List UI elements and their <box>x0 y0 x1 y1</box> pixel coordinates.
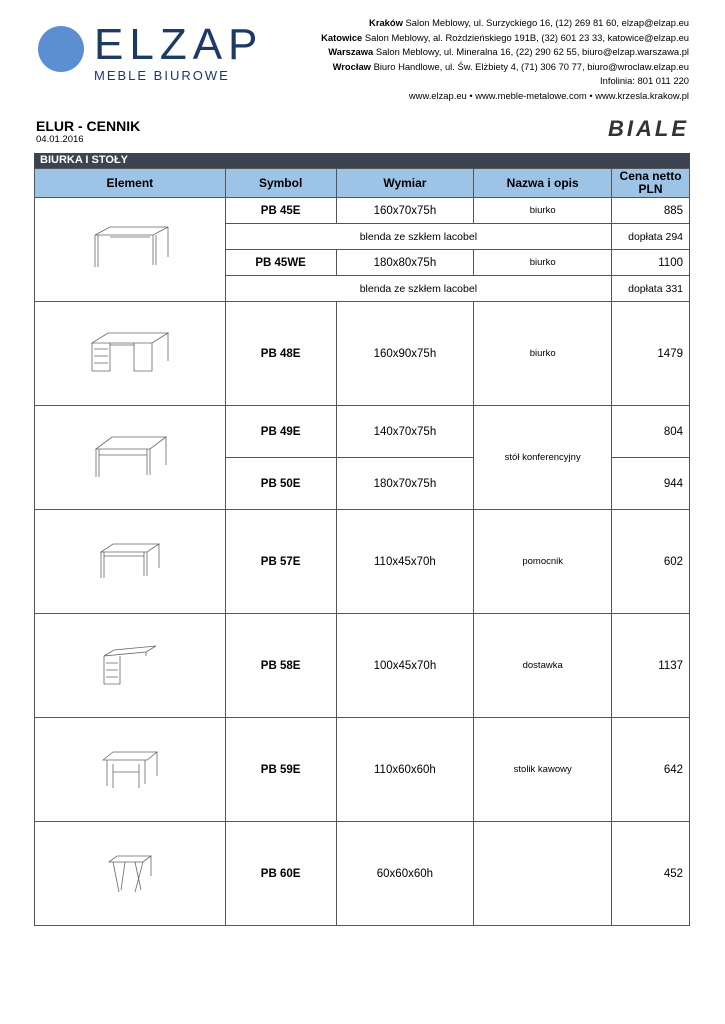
col-symbol: Symbol <box>225 169 336 198</box>
contact-wroclaw: Wrocław Biuro Handlowe, ul. Św. Elżbiety 4, (71) 306 70 77, biuro@wroclaw.elzap.eu <box>332 60 689 72</box>
desc-cell: biurko <box>474 302 612 406</box>
coffee-table-icon <box>99 748 161 792</box>
contact-krakow: Kraków Salon Meblowy, ul. Surzyckiego 16, (12) 269 81 60, elzap@elzap.eu <box>369 17 689 28</box>
table-row <box>35 198 690 224</box>
dim-cell: 60x60x60h <box>336 822 474 926</box>
table-row <box>35 302 690 406</box>
dim-cell: 180x80x75h <box>336 250 474 276</box>
doc-date: 04.01.2016 <box>36 134 84 145</box>
symbol-cell: PB 50E <box>225 458 336 510</box>
symbol-cell: PB 58E <box>225 614 336 718</box>
symbol-cell: PB 45WE <box>225 250 336 276</box>
table-drawing-cell <box>35 406 226 510</box>
table-row <box>35 822 690 926</box>
price-cell: 642 <box>612 718 690 822</box>
col-element: Element <box>35 169 226 198</box>
doc-title: ELUR - CENNIK <box>36 118 141 134</box>
desc-cell: blenda ze szkłem lacobel <box>225 224 611 250</box>
symbol-cell: PB 57E <box>225 510 336 614</box>
dim-cell: 180x70x75h <box>336 458 474 510</box>
table-row <box>35 406 690 458</box>
price-cell: dopłata 294 <box>612 224 690 250</box>
symbol-cell: PB 45E <box>225 198 336 224</box>
table-row <box>35 718 690 822</box>
extension-drawing-cell <box>35 614 226 718</box>
symbol-cell: PB 59E <box>225 718 336 822</box>
symbol-cell: PB 60E <box>225 822 336 926</box>
dim-cell: 100x45x70h <box>336 614 474 718</box>
desc-cell: stół konferencyjny <box>474 406 612 510</box>
price-cell: 602 <box>612 510 690 614</box>
price-cell: 885 <box>612 198 690 224</box>
col-wymiar: Wymiar <box>336 169 474 198</box>
biale-logo: BIALE <box>608 116 689 141</box>
table-row <box>35 510 690 614</box>
price-cell: dopłata 331 <box>612 276 690 302</box>
dim-cell: 140x70x75h <box>336 406 474 458</box>
contact-warszawa: Warszawa Salon Meblowy, ul. Mineralna 16, (22) 290 62 55, biuro@elzap.warszawa.pl <box>328 46 689 57</box>
dim-cell: 160x70x75h <box>336 198 474 224</box>
desc-cell <box>474 822 612 926</box>
coffee-table-drawing-cell <box>35 718 226 822</box>
desc-cell: stolik kawowy <box>474 718 612 822</box>
logo-sub: MEBLE BIUROWE <box>94 68 230 83</box>
small-table-drawing-cell <box>35 822 226 926</box>
desk-with-drawers-icon <box>88 331 172 377</box>
logo-brand: ELZAP <box>94 20 264 69</box>
col-cena: Cena netto PLN <box>612 169 690 198</box>
desk-drawing-cell <box>35 510 226 614</box>
price-cell: 804 <box>612 406 690 458</box>
infolinia: Infolinia: 801 011 220 <box>600 75 689 86</box>
small-desk-icon <box>97 542 163 582</box>
desc-cell: blenda ze szkłem lacobel <box>225 276 611 302</box>
desc-cell: dostawka <box>474 614 612 718</box>
price-cell: 1137 <box>612 614 690 718</box>
dim-cell: 110x60x60h <box>336 718 474 822</box>
desc-cell: pomocnik <box>474 510 612 614</box>
small-table-icon <box>105 852 155 896</box>
desk-icon <box>90 225 170 275</box>
col-nazwa: Nazwa i opis <box>474 169 612 198</box>
extension-icon <box>100 644 160 688</box>
symbol-cell: PB 48E <box>225 302 336 406</box>
desc-cell: biurko <box>474 198 612 224</box>
contact-katowice: Katowice Salon Meblowy, al. Rożdzieńskiego 191B, (32) 601 23 33, katowice@elzap.eu <box>321 31 689 43</box>
symbol-cell: PB 49E <box>225 406 336 458</box>
logo-circle-icon <box>38 26 84 72</box>
price-cell: 1479 <box>612 302 690 406</box>
desk-drawing-cell <box>35 198 226 302</box>
table-row <box>35 614 690 718</box>
desk-drawing-cell <box>35 302 226 406</box>
price-cell: 452 <box>612 822 690 926</box>
price-cell: 944 <box>612 458 690 510</box>
price-table <box>34 168 690 926</box>
conference-table-icon <box>90 435 170 481</box>
elzap-logo <box>38 20 264 86</box>
contact-block <box>321 16 689 103</box>
section-header: BIURKA I STOŁY <box>34 153 690 168</box>
dim-cell: 110x45x70h <box>336 510 474 614</box>
dim-cell: 160x90x75h <box>336 302 474 406</box>
desc-cell: biurko <box>474 250 612 276</box>
table-header-row <box>35 169 690 198</box>
price-cell: 1100 <box>612 250 690 276</box>
websites: www.elzap.eu • www.meble-metalowe.com • www.krzesla.krakow.pl <box>408 89 689 101</box>
